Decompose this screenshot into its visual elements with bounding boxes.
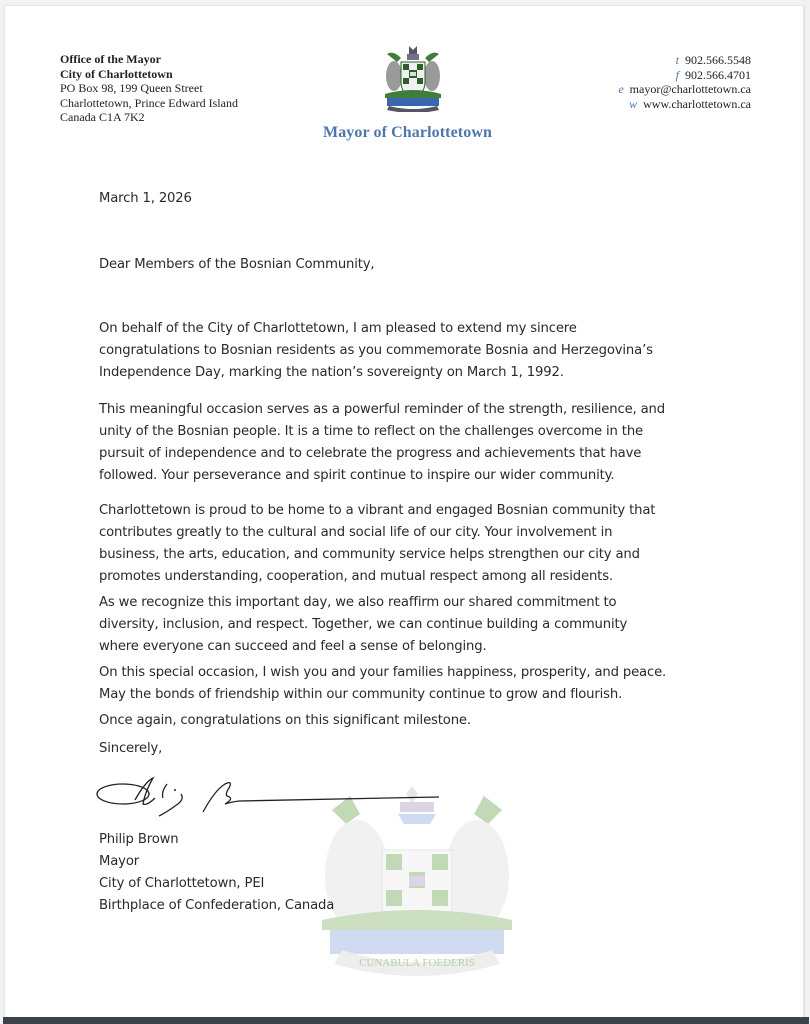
paragraph-3: Charlottetown is proud to be home to a vibrant and engaged Bosnian community that contributes greatly to the cultural and social life of our city. Your involvement in business, the arts, education, and community service helps strengthen our city and promotes understanding, cooperation, and mutual respect among all residents.: [99, 503, 656, 584]
email-icon: e: [618, 82, 624, 96]
closing: Sincerely,: [99, 741, 163, 756]
phone-icon: t: [675, 53, 679, 67]
contact-website: w www.charlottetown.ca: [629, 96, 751, 111]
address-line: City of Charlottetown: [60, 66, 173, 81]
contact-phone: t 902.566.5548: [675, 53, 751, 67]
paragraph-6: Once again, congratulations on this significant milestone.: [99, 713, 471, 728]
viewer-bottom-bar: [3, 1017, 809, 1024]
address-line: Canada C1A 7K2: [60, 110, 145, 124]
address-line: Charlottetown, Prince Edward Island: [60, 95, 238, 110]
signature-block: [99, 829, 334, 917]
address-line: Office of the Mayor: [60, 52, 161, 66]
contact-block: [618, 53, 751, 111]
letter-salutation: Dear Members of the Bosnian Community,: [99, 257, 375, 272]
signer-tagline: Birthplace of Confederation, Canada: [99, 898, 335, 913]
address-line: PO Box 98, 199 Queen Street: [60, 81, 203, 95]
coat-of-arms-icon: [383, 44, 443, 112]
contact-email: e mayor@charlottetown.ca: [618, 82, 751, 96]
svg-text:CUNABULA FOEDERIS: CUNABULA FOEDERIS: [359, 957, 475, 969]
letterhead-title: Mayor of Charlottetown: [323, 124, 492, 141]
fax-icon: f: [675, 67, 679, 82]
office-address: [60, 52, 238, 125]
web-icon: w: [629, 96, 638, 111]
page-edge: [803, 6, 805, 1018]
signer-role: Mayor: [99, 854, 140, 869]
signer-name: Philip Brown: [99, 832, 179, 847]
paragraph-2: This meaningful occasion serves as a powerful reminder of the strength, resilience, and unity of the Bosnian people. It is a time to reflect on the challenges overcome in the pursuit of independence and to celebrate the progress and achievements that have followed. Your perseverance and spirit continue to inspire our wider community.: [99, 402, 665, 483]
signer-org: City of Charlottetown, PEI: [99, 876, 265, 891]
letter-date: March 1, 2026: [99, 191, 192, 206]
contact-fax: f 902.566.4701: [675, 67, 751, 82]
signature-icon: [95, 772, 445, 832]
paragraph-1: On behalf of the City of Charlottetown, I am pleased to extend my sincere congratulations to Bosnian residents as you commemorate Bosnia and Herzegovina’s Independence Day, marking the nation’s sovereignty on March 1, 1992.: [99, 321, 653, 380]
paragraph-5: On this special occasion, I wish you and your families happiness, prosperity, and peace. May the bonds of friendship within our community continue to grow and flourish.: [99, 665, 667, 702]
paragraph-4: As we recognize this important day, we also reaffirm our shared commitment to diversity, inclusion, and respect. Together, we can continue building a community where everyone can succeed and feel a sense of belonging.: [99, 595, 628, 654]
